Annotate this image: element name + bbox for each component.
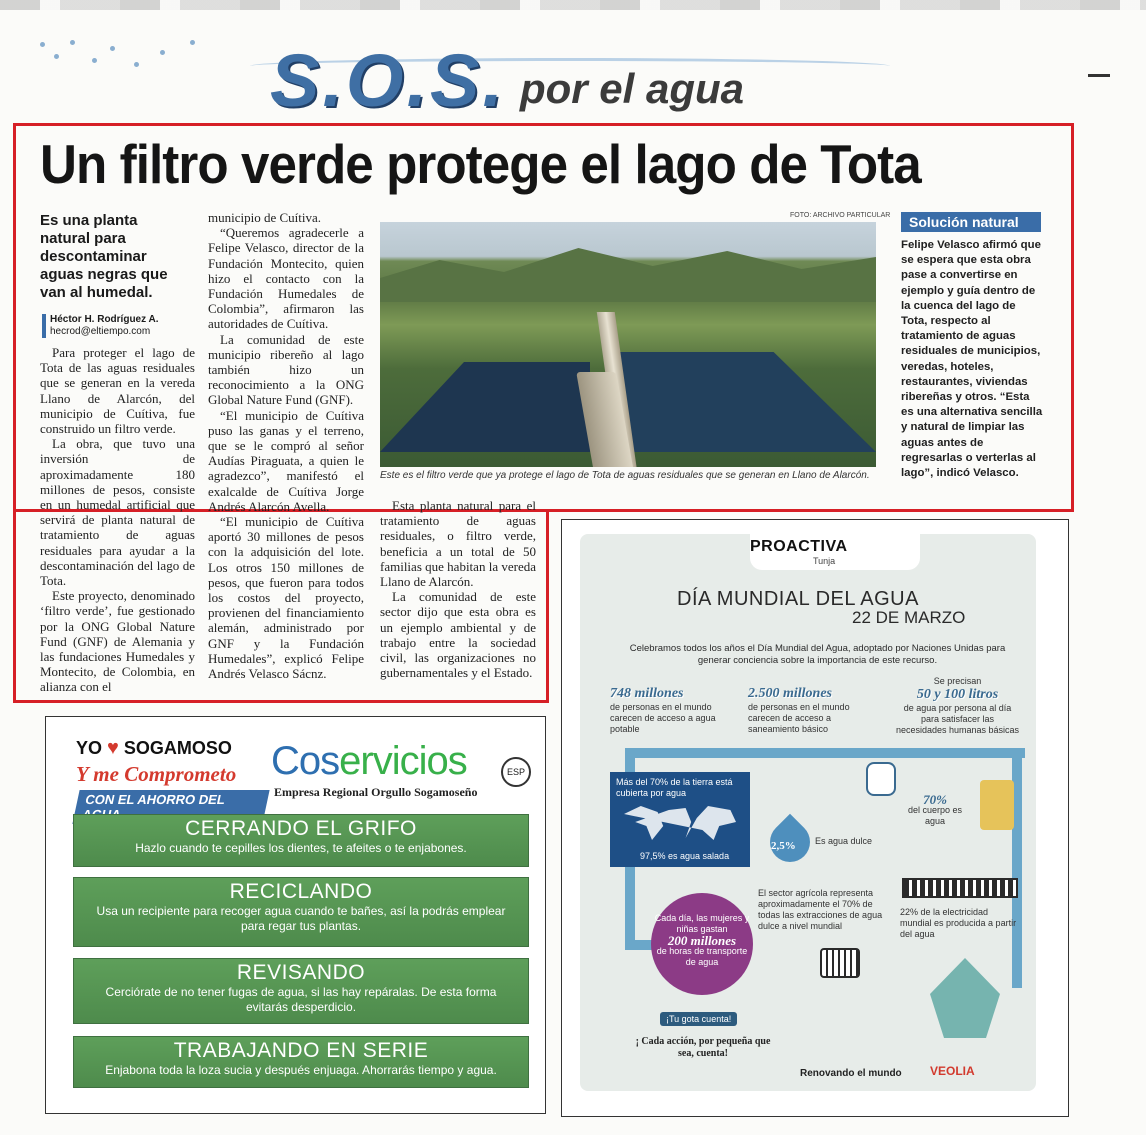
fresh-water-label: Es agua dulce — [815, 836, 873, 846]
fresh-water-pct: 2,5% — [771, 840, 796, 852]
paragraph: La comunidad de este municipio ribereño al lago también hizo un reconocimiento a la ONG Global Nature Fund (GNF). — [208, 331, 364, 408]
paragraph: municipio de Cuítiva. — [208, 210, 322, 225]
person-icon — [980, 780, 1014, 830]
electricity-text: 22% de la electricidad mundial es producida a partir del agua — [900, 907, 1017, 939]
photo-water-right — [620, 352, 876, 452]
campaign-logo — [76, 737, 266, 824]
heart-icon: ♥ — [107, 737, 119, 759]
article-deck: Es una planta natural para descontaminar aguas negras que van al humedal. — [40, 212, 168, 301]
paragraph: La obra, que tuvo una inversión de aproximadamente 180 millones de pesos, consiste en un humedal artificial que servirá de planta natural de tratamiento de aguas residuales para ayudar a la descontaminación del lago de Tota. — [40, 436, 195, 589]
gota-badge: ¡Tu gota cuenta! — [660, 1012, 737, 1026]
article-column-2 — [208, 210, 364, 681]
masthead-subtitle: por el agua — [519, 65, 745, 112]
paragraph: Para proteger el lago de Tota de las aguas residuales que se generan en la vereda Llano de Alarcón, del municipio de Cuítiva, fue construido un filtro verde. — [40, 345, 195, 437]
stat-value: 748 millones — [610, 686, 684, 701]
tip-card — [73, 877, 529, 947]
paragraph: Esta planta natural para el tratamiento de aguas residuales, o filtro verde, beneficia a un total de 50 familias que habitan la vereda Llano de Alarcón. — [380, 498, 536, 590]
stat-pre: Se precisan — [933, 676, 982, 686]
world-water-box — [610, 772, 750, 867]
advertisement — [45, 716, 546, 1114]
byline-email: hecrod@eltiempo.com — [50, 326, 151, 337]
stat-label: de personas en el mundo carecen de acceso a agua potable — [610, 702, 716, 734]
headline: Un filtro verde protege el lago de Tota — [40, 133, 921, 195]
stat-label: de personas en el mundo carecen de acceso a saneamiento básico — [748, 702, 850, 734]
body-water-label: del cuerpo es agua — [907, 805, 963, 826]
paragraph: Este proyecto, denominado ‘filtro verde’, fue gestionado por la ONG Global Nature Fund (GNF) de Alemania y las fundaciones Humedales y Montecito, de Colombia, en alianza con el — [40, 588, 195, 695]
women-transport-circle — [651, 893, 753, 995]
byline-name: Héctor H. Rodríguez A. — [50, 314, 159, 325]
tip-card — [73, 1036, 529, 1088]
logo-part-b: ervicios — [339, 739, 467, 783]
sidebar-text: Felipe Velasco afirmó que se espera que esta obra pase a convertirse en ejemplo y guía dentro de la cuenca del lago de Tota, respecto al tratamiento de aguas residuales de municipios, veredas, hoteles, restaurantes, viviendas ribereñas y otros. “Esta es una alternativa sencilla y natural de limpiar las aguas antes de regresarlas o verterlas al lago”, indicó Velasco. — [901, 239, 1043, 480]
esp-badge: ESP — [501, 757, 531, 787]
stat-sanitation — [748, 686, 878, 735]
coservicios-subtitle: Empresa Regional Orgullo Sogamoseño — [274, 785, 478, 799]
circle-value: 200 millones — [667, 933, 737, 948]
tip-title: RECICLANDO — [229, 880, 373, 903]
renovando-text: Renovando el mundo — [800, 1068, 902, 1079]
water-drops-decoration — [40, 36, 300, 76]
irrigation-icon — [820, 948, 860, 978]
paragraph: “El municipio de Cuítiva aportó 30 millones de pesos con la adquisición del lote. Los otros 150 millones de pesos, que fueron para todos los costos del proyecto, provienen del financiamiento alemán, administrado por GNF y la Fundación Humedales”, explicó Felipe Andrés Velasco Sácnz. — [208, 514, 364, 682]
tip-desc: Enjabona toda la loza sucia y después enjuaga. Ahorrarás tiempo y agua. — [105, 1063, 497, 1077]
photo-caption: Este es el filtro verde que ya protege el lago de Tota de aguas residuales que se generan en Llano de Alarcón. — [380, 470, 870, 481]
photo-water-left — [380, 362, 590, 452]
stat-liters — [895, 676, 1020, 736]
tip-desc: Usa un recipiente para recoger agua cuando te bañes, así la podrás emplear para regar tus plantas. — [96, 904, 506, 933]
circle-pre: Cada día, las mujeres y niñas gastan — [654, 913, 750, 934]
article-column-1 — [40, 345, 195, 695]
yo-text: YO — [76, 738, 103, 758]
tip-title: TRABAJANDO EN SERIE — [173, 1039, 429, 1062]
world-map-icon — [624, 802, 736, 842]
masthead-brand: S.O.S. — [270, 39, 506, 122]
circle-post: de horas de transporte de agua — [656, 946, 748, 967]
infographic-intro: Celebramos todos los años el Día Mundial del Agua, adoptado por Naciones Unidas para generar conciencia sobre la importancia de este recurso. — [629, 643, 1006, 666]
veolia-logo: VEOLIA — [930, 1064, 975, 1078]
infographic-title: DÍA MUNDIAL DEL AGUA — [677, 588, 919, 610]
sidebar-title: Solución natural — [901, 212, 1041, 232]
paragraph: La comunidad de este sector dijo que esta obra es un ejemplo ambiental y de trabajo entre la sociedad civil, las organizaciones no gubernamentales y el Estado. — [380, 589, 536, 681]
infographic-date: 22 DE MARZO — [852, 608, 966, 627]
coservicios-logo — [271, 739, 467, 784]
masthead — [270, 39, 745, 122]
body-water-pct: 70% — [923, 792, 947, 807]
tip-card — [73, 958, 529, 1024]
sogamoso-text: SOGAMOSO — [123, 738, 232, 758]
agriculture-text: El sector agrícola representa aproximadamente el 70% de todas las extracciones de agua dulce a nivel mundial — [758, 888, 883, 931]
proactiva-city: Tunja — [813, 556, 836, 566]
article-photo — [380, 222, 876, 467]
dash-mark — [1088, 74, 1110, 77]
tip-card — [73, 814, 529, 867]
byline — [42, 314, 202, 338]
world-water-text: Más del 70% de la tierra está cubierta por agua — [616, 777, 733, 798]
stat-potable-water — [610, 686, 738, 735]
logo-part-a: Cos — [271, 739, 340, 783]
top-strip — [0, 0, 1146, 10]
paragraph: “El municipio de Cuítiva puso las ganas y el terreno, que se le compró al señor Audías Piraguata, a quien le agradezco”, manifestó el exalcalde de Cuítiva Jorge Andrés Alarcón Avella. — [208, 407, 364, 514]
body-water — [905, 794, 965, 827]
tip-title: REVISANDO — [236, 961, 366, 984]
pipe-horizontal-top — [625, 748, 1025, 758]
campaign-tag: CON EL AHORRO DEL — [72, 790, 269, 824]
water-bottle-icon — [866, 762, 896, 796]
paragraph: “Queremos agradecerle a Felipe Velasco, director de la Fundación Montecito, quien hizo el contacto con la Fundación Humedales de Colombia”, afirmaron las autoridades de Cuítiva. — [208, 225, 364, 332]
stat-label: de agua por persona al día para satisfacer las necesidades humanas básicas — [895, 703, 1020, 735]
campaign-slogan: Y me Comprometo — [76, 762, 237, 786]
photo-credit: FOTO: ARCHIVO PARTICULAR — [790, 212, 891, 219]
action-slogan: ¡ Cada acción, por pequeña que sea, cuenta! — [635, 1036, 771, 1059]
tip-desc: Hazlo cuando te cepilles los dientes, te afeites o te enjabones. — [135, 841, 467, 855]
stat-value: 50 y 100 litros — [916, 687, 999, 702]
tip-desc: Cerciórate de no tener fugas de agua, si las hay repáralas. De esta forma evitarás desperdicio. — [105, 985, 497, 1014]
salt-water-text: 97,5% es agua salada — [640, 851, 730, 861]
article-column-3 — [380, 498, 536, 680]
photo-hills — [380, 242, 876, 302]
proactiva-logo: PROACTIVA — [750, 538, 848, 555]
power-plant-icon — [902, 878, 1018, 898]
tip-title: CERRANDO EL GRIFO — [185, 817, 417, 840]
stat-value: 2.500 millones — [748, 686, 833, 701]
